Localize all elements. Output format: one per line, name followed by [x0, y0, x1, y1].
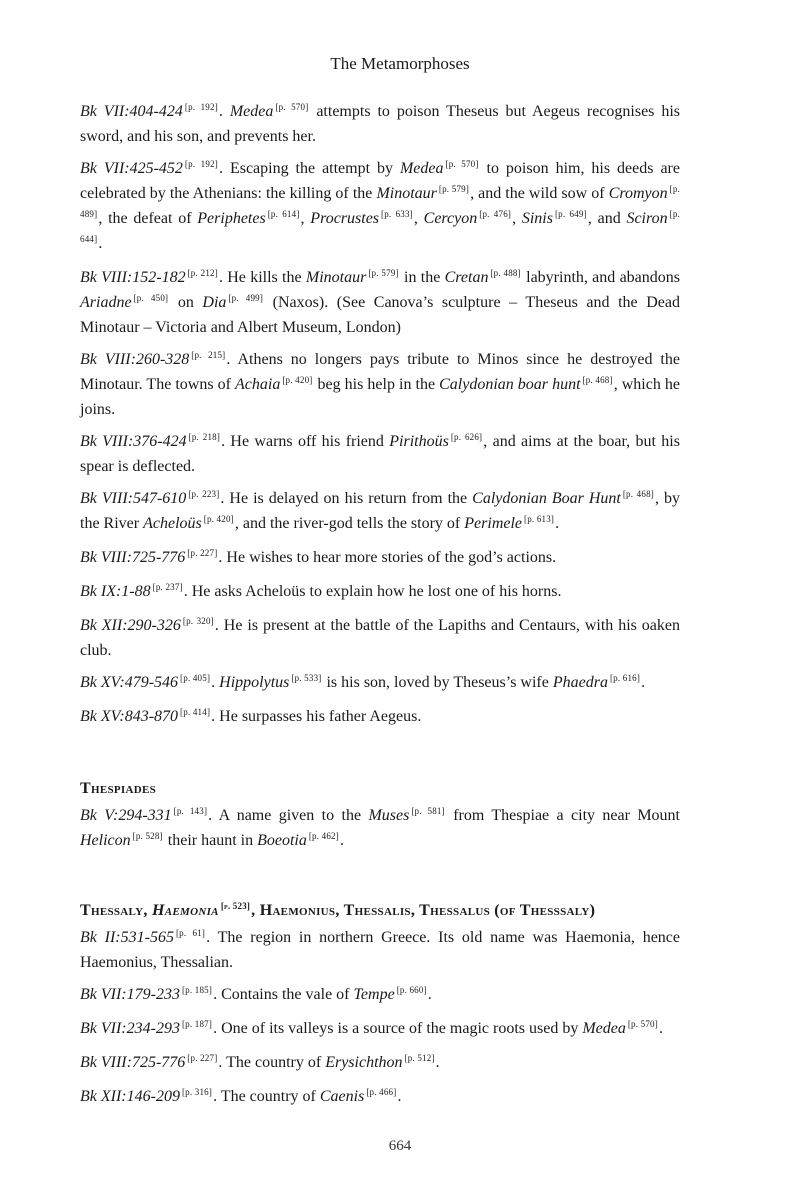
entry-text: . [98, 235, 103, 252]
name-link: Acheloüs [143, 515, 202, 532]
page-ref: [p. 488] [490, 268, 521, 278]
page-ref: [p. 581] [411, 806, 445, 816]
section-heading-thessaly: Thessaly, Haemonia [p. 523], Haemonius, Thessalis, Thessalus (of Thesssaly) [80, 901, 596, 919]
entry-text: beg his help in the [313, 376, 440, 393]
entry-thessaly-3 [80, 1017, 680, 1042]
book-reference: Bk VIII:725-776 [80, 1054, 186, 1071]
page-ref: [p. 579] [438, 184, 470, 194]
page-ref: [p. 405] [180, 673, 211, 683]
page-ref: [p. 187] [181, 1019, 213, 1029]
book-reference: Bk XV:843-870 [80, 708, 179, 725]
page-ref: [p. 414] [180, 707, 211, 717]
page-ref: [p. 468] [622, 489, 654, 499]
entry-text: attempts to poison Theseus but Aegeus recognises his sword, and his son, and prevents her. [80, 103, 680, 145]
entry-text: . He is delayed on his return from the [220, 490, 473, 507]
book-reference: Bk VIII:260-328 [80, 351, 190, 368]
book-reference: Bk VIII:725-776 [80, 549, 186, 566]
entry-theseus-3 [80, 266, 680, 339]
page-ref: [p. 227] [187, 1053, 218, 1063]
entry-text: . He wishes to hear more stories of the god’s actions. [218, 549, 557, 566]
name-link: Ariadne [80, 294, 132, 311]
entry-theseus-6 [80, 487, 680, 537]
name-link: Hippolytus [219, 674, 290, 691]
book-reference: Bk XII:146-209 [80, 1088, 180, 1105]
page-ref: [p. 212] [187, 268, 218, 278]
entry-text: , and the river-god tells the story of [234, 515, 465, 532]
entry-theseus-11 [80, 705, 680, 730]
entry-text: , [413, 210, 424, 227]
entry-text: on [169, 294, 203, 311]
name-link: Boeotia [257, 832, 307, 849]
entry-text: . [218, 103, 230, 120]
book-reference: Bk II:531-565 [80, 929, 174, 946]
page-ref: [p. 185] [181, 985, 213, 995]
book-reference: Bk VIII:152-182 [80, 269, 186, 286]
page-ref: [p. 626] [450, 432, 483, 442]
entry-thessaly-5 [80, 1085, 680, 1110]
name-link: Cromyon [608, 185, 668, 202]
entry-text: . The region in northern Greece. Its old name was Haemonia, hence Haemonius, Thessalian. [80, 929, 681, 971]
entry-thespiades-1 [80, 804, 680, 854]
entry-theseus-5 [80, 430, 680, 478]
entry-text: , which he joins. [80, 376, 680, 418]
page-ref: [p. 528] [132, 831, 163, 841]
name-link: Haemonia [152, 902, 219, 919]
page-ref: [p. 320] [182, 616, 214, 626]
name-link: Cercyon [423, 210, 478, 227]
page-ref: [p. 420] [203, 514, 234, 524]
name-link: Medea [582, 1020, 626, 1037]
entry-text: . He warns off his friend [221, 433, 390, 450]
page-ref: [p. 633] [381, 209, 413, 219]
entry-text: . Escaping the attempt by [218, 160, 400, 177]
name-link: Phaedra [552, 674, 608, 691]
entry-thessaly-1 [80, 926, 680, 974]
entry-text: . [555, 515, 560, 532]
entry-text: in the [399, 269, 445, 286]
page-ref: [p. 616] [609, 673, 641, 683]
name-link: Erysichthon [325, 1054, 403, 1071]
book-reference: Bk VII:404-424 [80, 103, 183, 120]
entry-text: . [658, 1020, 663, 1037]
page-ref: [p. 533] [291, 673, 322, 683]
name-link: Helicon [80, 832, 131, 849]
running-header: The Metamorphoses [330, 54, 470, 73]
entry-text: , by the River [80, 490, 680, 532]
name-link: Pirithoüs [389, 433, 449, 450]
book-reference: Bk VII:179-233 [80, 986, 180, 1003]
page-ref: [p. 499] [228, 293, 264, 303]
book-reference: Bk VII:425-452 [80, 160, 183, 177]
entry-text: . [641, 674, 646, 691]
page-content [80, 100, 680, 1119]
entry-text: (Naxos). (See Canova’s sculpture – Theseus and the Dead Minotaur – Victoria and Albert Museum, London) [80, 294, 680, 336]
page-ref: [p. 468] [582, 375, 613, 385]
page-ref: [p. 614] [267, 209, 300, 219]
name-link: Sinis [521, 210, 553, 227]
entry-text: . [435, 1054, 440, 1071]
entry-text: labyrinth, and abandons [521, 269, 680, 286]
page-ref: [p. 570] [627, 1019, 658, 1029]
entry-text: . He surpasses his father Aegeus. [211, 708, 422, 725]
section-heading-thespiades: Thespiades [80, 780, 157, 797]
name-link: Tempe [353, 986, 395, 1003]
book-reference: Bk V:294-331 [80, 807, 172, 824]
entry-theseus-4 [80, 348, 680, 421]
book-reference: Bk XII:290-326 [80, 617, 181, 634]
book-reference: Bk IX:1-88 [80, 583, 151, 600]
name-link: Medea [229, 103, 274, 120]
page-ref: [p. 218] [188, 432, 221, 442]
entry-text: . [339, 832, 344, 849]
name-link: Minotaur [376, 185, 437, 202]
name-link: Medea [399, 160, 444, 177]
page-ref: [p. 227] [187, 548, 218, 558]
name-link: Perimele [464, 515, 523, 532]
page-ref: [p. 660] [396, 985, 427, 995]
page-ref: [p. 223] [188, 489, 220, 499]
page-ref: [p. 237] [152, 582, 183, 592]
entry-text: . The country of [218, 1054, 326, 1071]
book-reference: Bk VII:234-293 [80, 1020, 180, 1037]
entry-text: . [211, 674, 220, 691]
entry-text: . One of its valleys is a source of the magic roots used by [213, 1020, 583, 1037]
entry-text: . The country of [213, 1088, 320, 1105]
name-link: Muses [368, 807, 410, 824]
page-ref: [p. 579] [368, 268, 399, 278]
name-link: Caenis [319, 1088, 365, 1105]
entry-text: . He asks Acheloüs to explain how he lost one of his horns. [183, 583, 562, 600]
page-ref: [p. 512] [404, 1053, 435, 1063]
name-link: Achaia [235, 376, 281, 393]
entry-thessaly-2 [80, 983, 680, 1008]
page-ref: [p. 613] [524, 514, 555, 524]
page-ref: [p. 192] [184, 102, 218, 112]
name-link: Sciron [626, 210, 668, 227]
name-link: Calydonian boar hunt [439, 376, 581, 393]
page-ref: [p. 316] [181, 1087, 213, 1097]
book-reference: Bk VIII:547-610 [80, 490, 187, 507]
name-link: Minotaur [305, 269, 367, 286]
entry-theseus-8 [80, 580, 680, 605]
page-ref: [p. 644] [80, 209, 680, 244]
page-ref: [p. 476] [479, 209, 512, 219]
page-ref: [p. 143] [173, 806, 208, 816]
entry-text: . He kills the [218, 269, 306, 286]
name-link: Periphetes [197, 210, 266, 227]
entry-text: their haunt in [163, 832, 258, 849]
entry-text: . Contains the vale of [213, 986, 354, 1003]
page-ref: [p. 649] [554, 209, 587, 219]
name-link: Cretan [444, 269, 489, 286]
entry-text: , the defeat of [98, 210, 198, 227]
entry-text: , [512, 210, 522, 227]
entry-text: from Thespiae a city near Mount [445, 807, 680, 824]
page-ref: [p. 420] [282, 375, 313, 385]
page-ref: [p. 523] [220, 901, 251, 911]
entry-text: . Athens no longers pays tribute to Minos since he destroyed the Minotaur. The towns of [80, 351, 680, 393]
entry-text: is his son, loved by Theseus’s wife [322, 674, 553, 691]
page-number: 664 [388, 1138, 412, 1154]
name-link: Calydonian Boar Hunt [472, 490, 621, 507]
entry-text: , and the wild sow of [470, 185, 609, 202]
page-ref: [p. 462] [308, 831, 339, 841]
entry-text: . [397, 1088, 402, 1105]
name-link: Procrustes [310, 210, 380, 227]
entry-theseus-1 [80, 100, 680, 148]
entry-theseus-2 [80, 157, 680, 257]
entry-thessaly-4 [80, 1051, 680, 1076]
entry-text: . He is present at the battle of the Lapiths and Centaurs, with his oaken club. [80, 617, 680, 659]
entry-theseus-7 [80, 546, 680, 571]
page-ref: [p. 450] [133, 293, 169, 303]
book-reference: Bk XV:479-546 [80, 674, 179, 691]
page-ref: [p. 61] [175, 928, 206, 938]
entry-text: , and [587, 210, 627, 227]
entry-text: . A name given to the [208, 807, 369, 824]
section-spacer [80, 863, 680, 901]
page-ref: [p. 215] [191, 350, 226, 360]
book-reference: Bk VIII:376-424 [80, 433, 187, 450]
entry-theseus-9 [80, 614, 680, 662]
entry-text: to poison him, his deeds are celebrated by the Athenians: the killing of the [80, 160, 680, 202]
page-ref: [p. 489] [80, 184, 681, 219]
name-link: Dia [202, 294, 227, 311]
page-ref: [p. 192] [184, 159, 218, 169]
page-ref: [p. 570] [445, 159, 479, 169]
entry-text: , [300, 210, 311, 227]
section-spacer [80, 739, 680, 779]
entry-text: . [427, 986, 432, 1003]
entry-text: , and aims at the boar, but his spear is deflected. [80, 433, 680, 475]
entry-theseus-10 [80, 671, 680, 696]
page-ref: [p. 466] [366, 1087, 397, 1097]
page-ref: [p. 570] [275, 102, 309, 112]
